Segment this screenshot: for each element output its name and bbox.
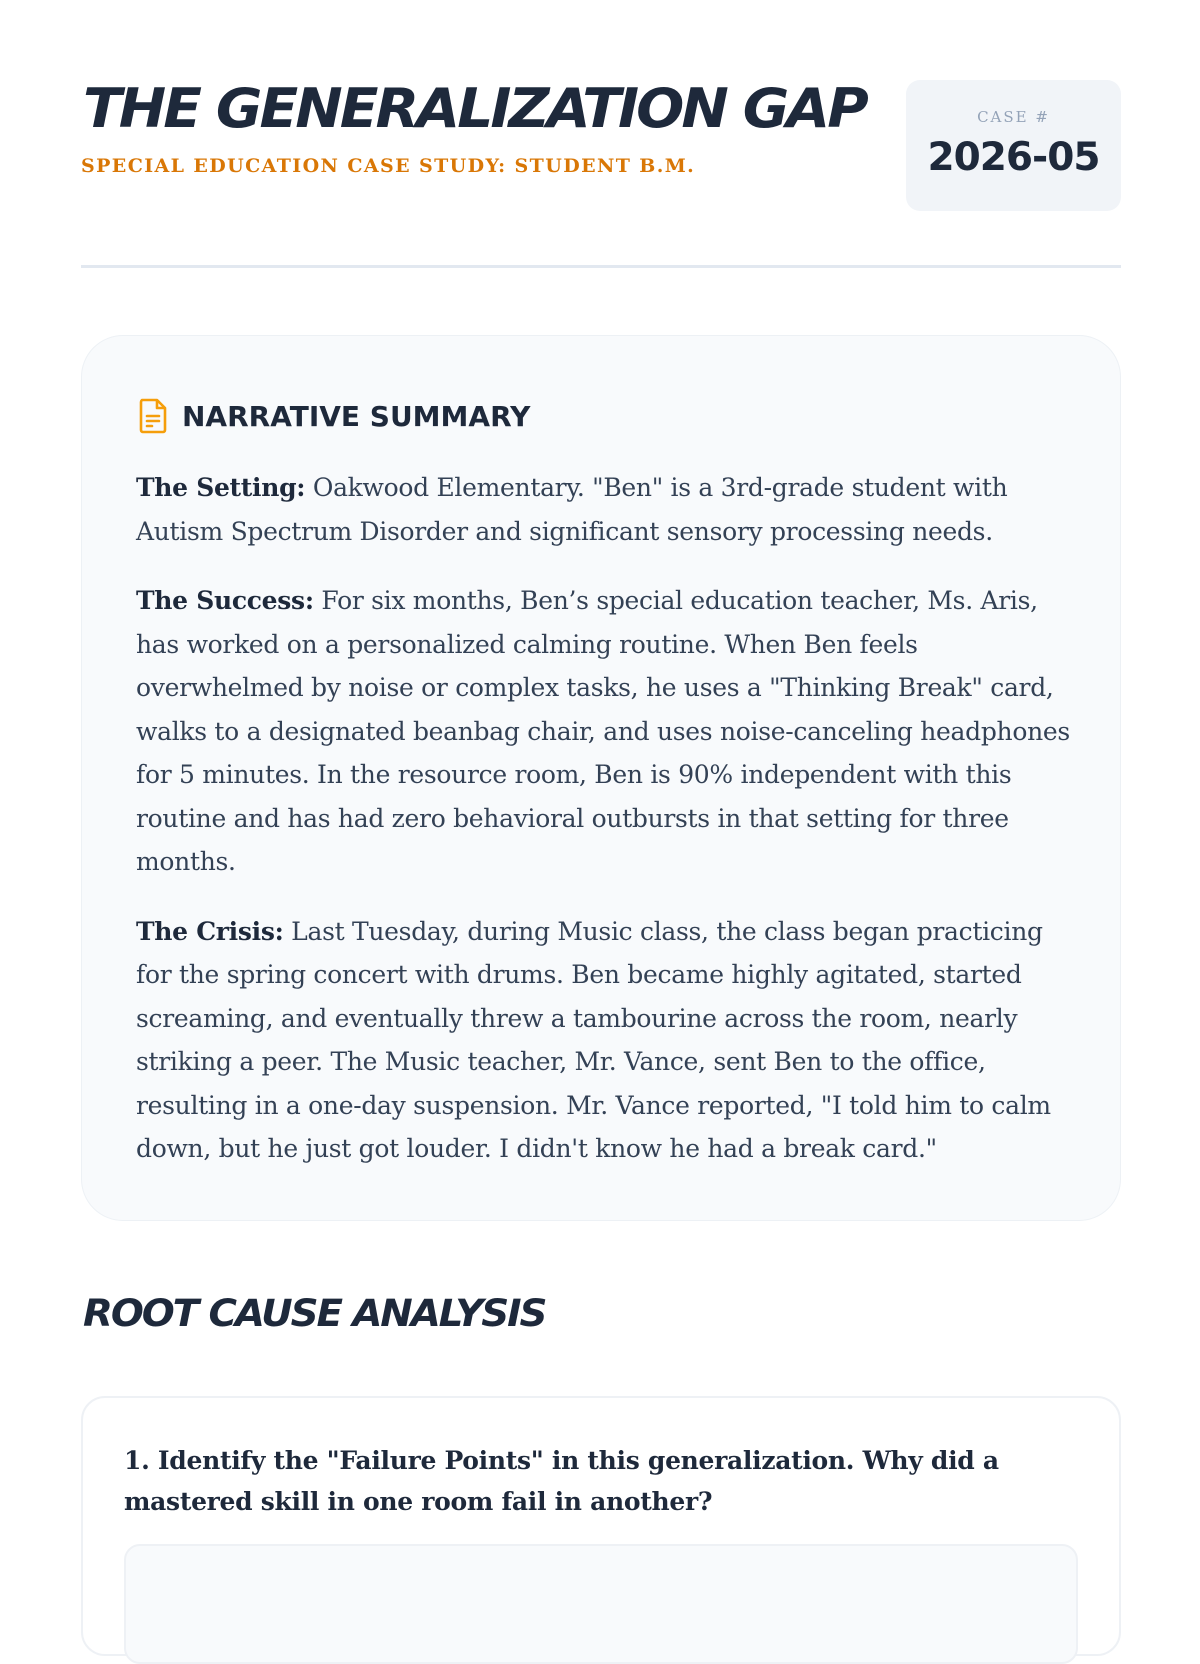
narrative-body (136, 466, 1076, 1197)
page-header (81, 77, 1121, 212)
case-number-badge (906, 80, 1121, 211)
narrative-paragraph-success (136, 579, 1076, 884)
case-label: CASE # (977, 108, 1050, 126)
answer-field[interactable] (124, 1544, 1078, 1664)
page-title: THE GENERALIZATION GAP (83, 77, 866, 140)
header-divider (81, 265, 1121, 268)
paragraph-label: The Crisis: (136, 916, 284, 946)
narrative-summary-card (81, 335, 1121, 1221)
narrative-paragraph-setting (136, 466, 1076, 553)
narrative-heading: NARRATIVE SUMMARY (182, 400, 531, 433)
question-card (81, 1396, 1121, 1656)
narrative-paragraph-crisis (136, 910, 1076, 1171)
root-cause-heading: ROOT CAUSE ANALYSIS (83, 1292, 546, 1335)
paragraph-text: Last Tuesday, during Music class, the class began practicing for the spring concert with drums. Ben became highly agitated, started screaming, and eventually threw a tambourine across the room, nearly striking a peer. The Music teacher, Mr. Vance, sent Ben to the office, resulting in a one-day suspension. Mr. Vance reported, "I told him to calm down, but he just got louder. I didn't know he had a break card." (136, 916, 1051, 1163)
paragraph-label: The Setting: (136, 473, 306, 502)
paragraph-label: The Success: (136, 586, 314, 615)
document-icon (138, 398, 168, 434)
paragraph-text: For six months, Ben’s special education teacher, Ms. Aris, has worked on a personalized calming routine. When Ben feels overwhelmed by noise or complex tasks, he uses a "Thinking Break" card, walks to a designated beanbag chair, and uses noise-canceling headphones for 5 minutes. In the resource room, Ben is 90% independent with this routine and has had zero behavioral outbursts in that setting for three months. (136, 586, 1070, 876)
page-subtitle: SPECIAL EDUCATION CASE STUDY: STUDENT B.M. (81, 155, 696, 177)
case-number: 2026-05 (927, 135, 1100, 180)
question-text: 1. Identify the "Failure Points" in this generalization. Why did a mastered skill in one room fail in another? (124, 1446, 999, 1516)
narrative-header (138, 398, 838, 434)
paragraph-text: Oakwood Elementary. "Ben" is a 3rd-grade student with Autism Spectrum Disorder and significant sensory processing needs. (136, 473, 1008, 546)
